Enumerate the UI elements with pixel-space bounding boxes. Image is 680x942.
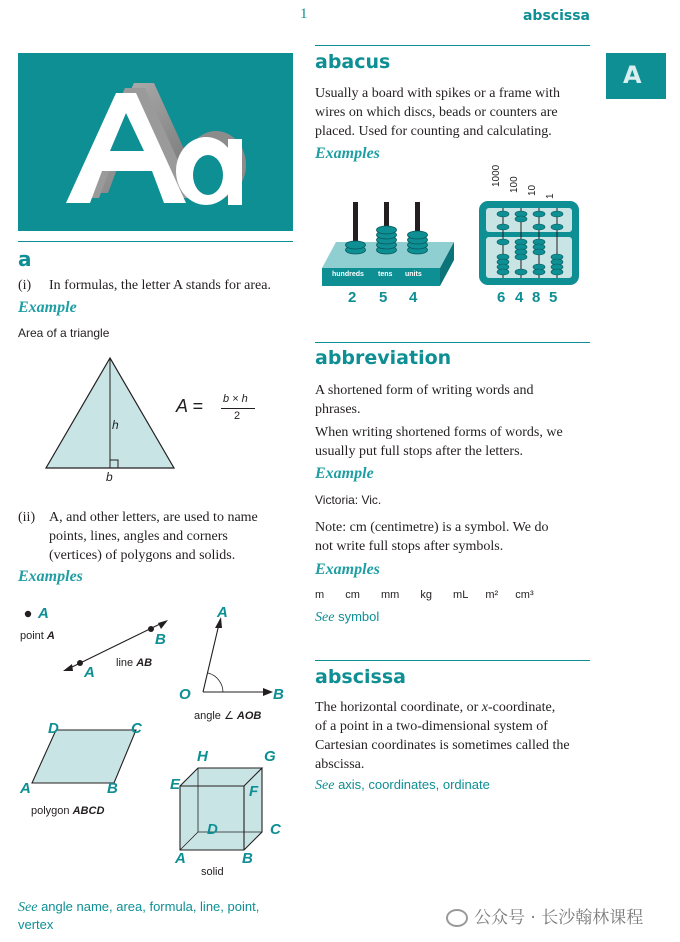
triangle-figure	[40, 350, 280, 490]
abbreviation-def-line2: phrases.	[315, 402, 361, 417]
item-ii-line1: A, and other letters, are used to name	[49, 510, 258, 525]
polygon-caption-letters: ABCD	[72, 805, 105, 817]
symbol-item: cm	[345, 589, 360, 601]
see-also-abbreviation	[315, 609, 379, 626]
abacus-digit-right-3: 8	[532, 289, 541, 306]
see-also-a	[18, 898, 293, 933]
formula-fraction-bar	[221, 408, 255, 409]
cube-label-C: C	[270, 821, 281, 838]
symbol-item: m	[315, 589, 325, 601]
cube-label-G: G	[264, 748, 276, 765]
abscissa-def-line2: of a point in a two-dimensional system of	[315, 719, 548, 734]
formula-numerator: b × h	[223, 393, 248, 405]
entry-title-abacus: abacus	[315, 51, 391, 73]
poly-label-D: D	[48, 720, 59, 737]
cube-label-F: F	[249, 783, 259, 800]
abscissa-def-line3: Cartesian coordinates is sometimes called the	[315, 738, 570, 753]
see-links-abscissa[interactable]: axis, coordinates, ordinate	[338, 777, 490, 792]
see-links-a-line1[interactable]: angle name, area, formula, line, point,	[41, 899, 260, 914]
section-tab-letter: A	[623, 61, 642, 89]
abacus-digit-left-3: 4	[409, 289, 418, 306]
line-caption-word: line	[116, 657, 134, 669]
running-head: abscissa	[522, 8, 590, 24]
see-also-abscissa	[315, 777, 490, 794]
abscissa-def-line1-x: x	[481, 700, 488, 715]
abscissa-def-line1	[315, 698, 555, 717]
frame-abacus-figure	[478, 200, 580, 286]
abacus-digit-right-2: 4	[515, 289, 524, 306]
entry-title-abscissa: abscissa	[315, 666, 406, 688]
divider-abscissa	[315, 660, 590, 661]
hero-letters-graphic	[18, 53, 293, 231]
line-label-B: B	[155, 631, 166, 648]
angle-caption-letters: AOB	[236, 710, 262, 722]
item-ii-line3: (vertices) of polygons and solids.	[49, 548, 236, 563]
symbol-item: cm³	[515, 589, 534, 601]
abbreviation-note-line2: not write full stops after symbols.	[315, 539, 504, 554]
entry-title-abbreviation: abbreviation	[315, 347, 452, 369]
abacus-digit-right-4: 5	[549, 289, 558, 306]
abacus-digit-left-2: 5	[379, 289, 388, 306]
hero-image	[18, 53, 293, 231]
page-number: 1	[300, 6, 308, 22]
solid-caption: solid	[201, 866, 224, 878]
item-ii-number: (ii)	[18, 510, 36, 525]
see-link-symbol[interactable]: symbol	[338, 609, 380, 624]
abbreviation-note-line1: Note: cm (centimetre) is a symbol. We do	[315, 520, 549, 535]
symbol-item: kg	[420, 589, 432, 601]
divider-abacus	[315, 45, 590, 46]
watermark-text: 公众号 · 长沙翰林课程	[474, 908, 644, 928]
frame-label-1: 1	[545, 193, 556, 199]
abacus-def-line1: Usually a board with spikes or a frame with	[315, 86, 560, 101]
abacus-def-line3: placed. Used for counting and calculating.	[315, 124, 552, 139]
abacus-digit-right-1: 6	[497, 289, 506, 306]
formula-denominator: 2	[234, 410, 241, 422]
angle-symbol-icon: ∠	[223, 710, 234, 722]
divider-a	[18, 241, 293, 242]
poly-label-B: B	[107, 780, 118, 797]
cube-label-D: D	[207, 821, 218, 838]
poly-label-A: A	[20, 780, 31, 797]
point-caption-word: point	[20, 630, 44, 642]
symbol-item: mL	[453, 589, 469, 601]
examples-label-abacus: Examples	[315, 145, 380, 162]
symbol-item: mm	[380, 589, 400, 601]
point-label-A: A	[38, 605, 49, 622]
abscissa-def-line1-b: -coordinate,	[488, 700, 556, 715]
example-label-abbreviation: Example	[315, 465, 374, 482]
polygon-caption-word: polygon	[31, 805, 70, 817]
angle-label-A: A	[217, 604, 228, 621]
angle-caption-word: angle	[194, 710, 221, 722]
line-label-A: A	[84, 664, 95, 681]
abscissa-def-line4: abscissa.	[315, 757, 365, 772]
see-label-abscissa: See	[315, 778, 335, 793]
section-tab	[606, 53, 666, 99]
point-caption	[20, 630, 55, 642]
line-caption-letters: AB	[136, 657, 153, 669]
cube-label-E: E	[170, 776, 181, 793]
abbreviation-def-line4: usually put full stops after the letters.	[315, 444, 524, 459]
see-links-a-line2[interactable]: vertex	[18, 917, 54, 932]
point-caption-letter: A	[46, 630, 55, 642]
examples-label-a: Examples	[18, 568, 83, 585]
see-label-abbreviation: See	[315, 610, 335, 625]
abacus-base-label-hundreds: hundreds	[332, 271, 364, 278]
area-caption: Area of a triangle	[18, 326, 110, 340]
abacus-digit-left-1: 2	[348, 289, 357, 306]
see-label-a: See	[18, 900, 38, 915]
abacus-def-line2: wires on which discs, beads or counters are	[315, 105, 558, 120]
divider-abbreviation	[315, 342, 590, 343]
abacus-base-label-tens: tens	[378, 271, 393, 278]
symbol-list	[315, 589, 534, 601]
poly-label-C: C	[131, 720, 142, 737]
abbreviation-def-line1: A shortened form of writing words and	[315, 383, 534, 398]
abbreviation-example-text: Victoria: Vic.	[315, 493, 382, 507]
angle-caption	[194, 709, 261, 722]
frame-label-100: 100	[509, 176, 520, 193]
examples-label-abbreviation: Examples	[315, 561, 380, 578]
formula-lhs: A =	[176, 396, 203, 416]
polygon-caption	[31, 805, 104, 817]
abscissa-def-line1-a: The horizontal coordinate, or	[315, 700, 479, 715]
wechat-icon	[446, 909, 468, 927]
cube-label-H: H	[197, 748, 208, 765]
watermark	[446, 903, 643, 928]
frame-label-10: 10	[527, 184, 538, 196]
cube-label-B: B	[242, 850, 253, 867]
cube-label-A: A	[175, 850, 186, 867]
angle-label-O: O	[179, 686, 191, 703]
item-ii-line2: points, lines, angles and corners	[49, 529, 228, 544]
item-i-number: (i)	[18, 278, 32, 293]
abbreviation-def-line3: When writing shortened forms of words, we	[315, 425, 563, 440]
entry-title-a: a	[18, 247, 32, 271]
example-label-a: Example	[18, 299, 77, 316]
triangle-h-label: h	[112, 418, 119, 432]
symbol-item: m²	[485, 589, 499, 601]
angle-label-B: B	[273, 686, 284, 703]
abacus-base-label-units: units	[405, 271, 422, 278]
frame-label-1000: 1000	[491, 164, 502, 187]
item-i-text: In formulas, the letter A stands for area.	[49, 278, 271, 293]
line-caption	[116, 657, 152, 669]
triangle-b-label: b	[106, 470, 113, 484]
